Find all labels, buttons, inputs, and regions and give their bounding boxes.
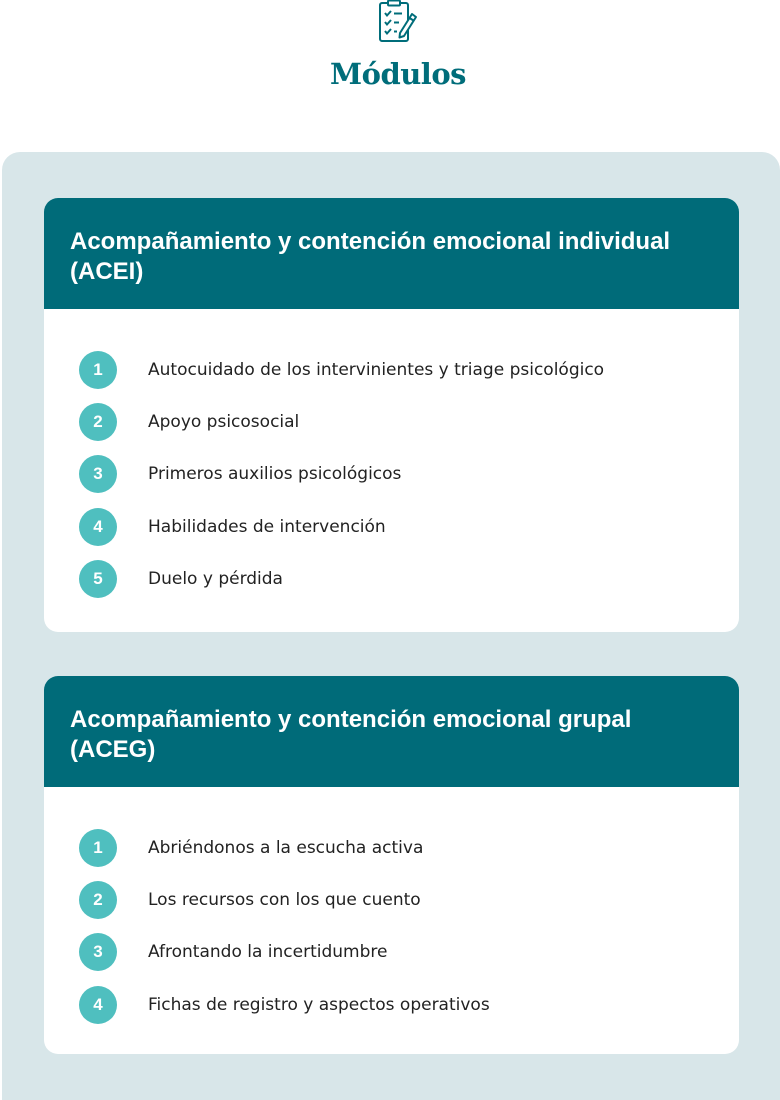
list-item — [79, 874, 739, 926]
module-label: Afrontando la incertidumbre — [148, 942, 388, 963]
module-label: Autocuidado de los intervinientes y triage psicológico — [148, 360, 605, 381]
list-item — [79, 926, 739, 978]
number-badge: 2 — [79, 881, 117, 919]
list-item — [79, 979, 739, 1031]
module-label: Abriéndonos a la escucha activa — [148, 838, 424, 859]
page-title: Módulos — [330, 57, 466, 91]
module-label: Apoyo psicosocial — [148, 412, 300, 433]
module-label: Duelo y pérdida — [148, 568, 283, 589]
number-badge: 4 — [79, 986, 117, 1024]
card-title: Acompañamiento y contención emocional grupal (ACEG) — [70, 706, 632, 763]
module-card-acei — [44, 198, 739, 632]
number-badge: 3 — [79, 455, 117, 493]
list-item — [79, 448, 739, 500]
module-list — [44, 309, 739, 605]
card-header — [44, 676, 739, 787]
list-item — [79, 822, 739, 874]
number-badge: 4 — [79, 508, 117, 546]
number-badge: 5 — [79, 560, 117, 598]
list-item — [79, 396, 739, 448]
card-title: Acompañamiento y contención emocional individual (ACEI) — [70, 228, 671, 285]
list-item — [79, 553, 739, 605]
number-badge: 2 — [79, 403, 117, 441]
number-badge: 1 — [79, 829, 117, 867]
number-badge: 3 — [79, 933, 117, 971]
list-item — [79, 344, 739, 396]
number-badge: 1 — [79, 351, 117, 389]
module-list — [44, 787, 739, 1031]
checklist-pencil-icon — [378, 0, 418, 44]
module-label: Primeros auxilios psicológicos — [148, 464, 402, 485]
module-label: Fichas de registro y aspectos operativos — [148, 994, 490, 1015]
module-label: Habilidades de intervención — [148, 516, 386, 537]
module-label: Los recursos con los que cuento — [148, 890, 421, 911]
module-card-aceg — [44, 676, 739, 1054]
card-header — [44, 198, 739, 309]
list-item — [79, 501, 739, 553]
